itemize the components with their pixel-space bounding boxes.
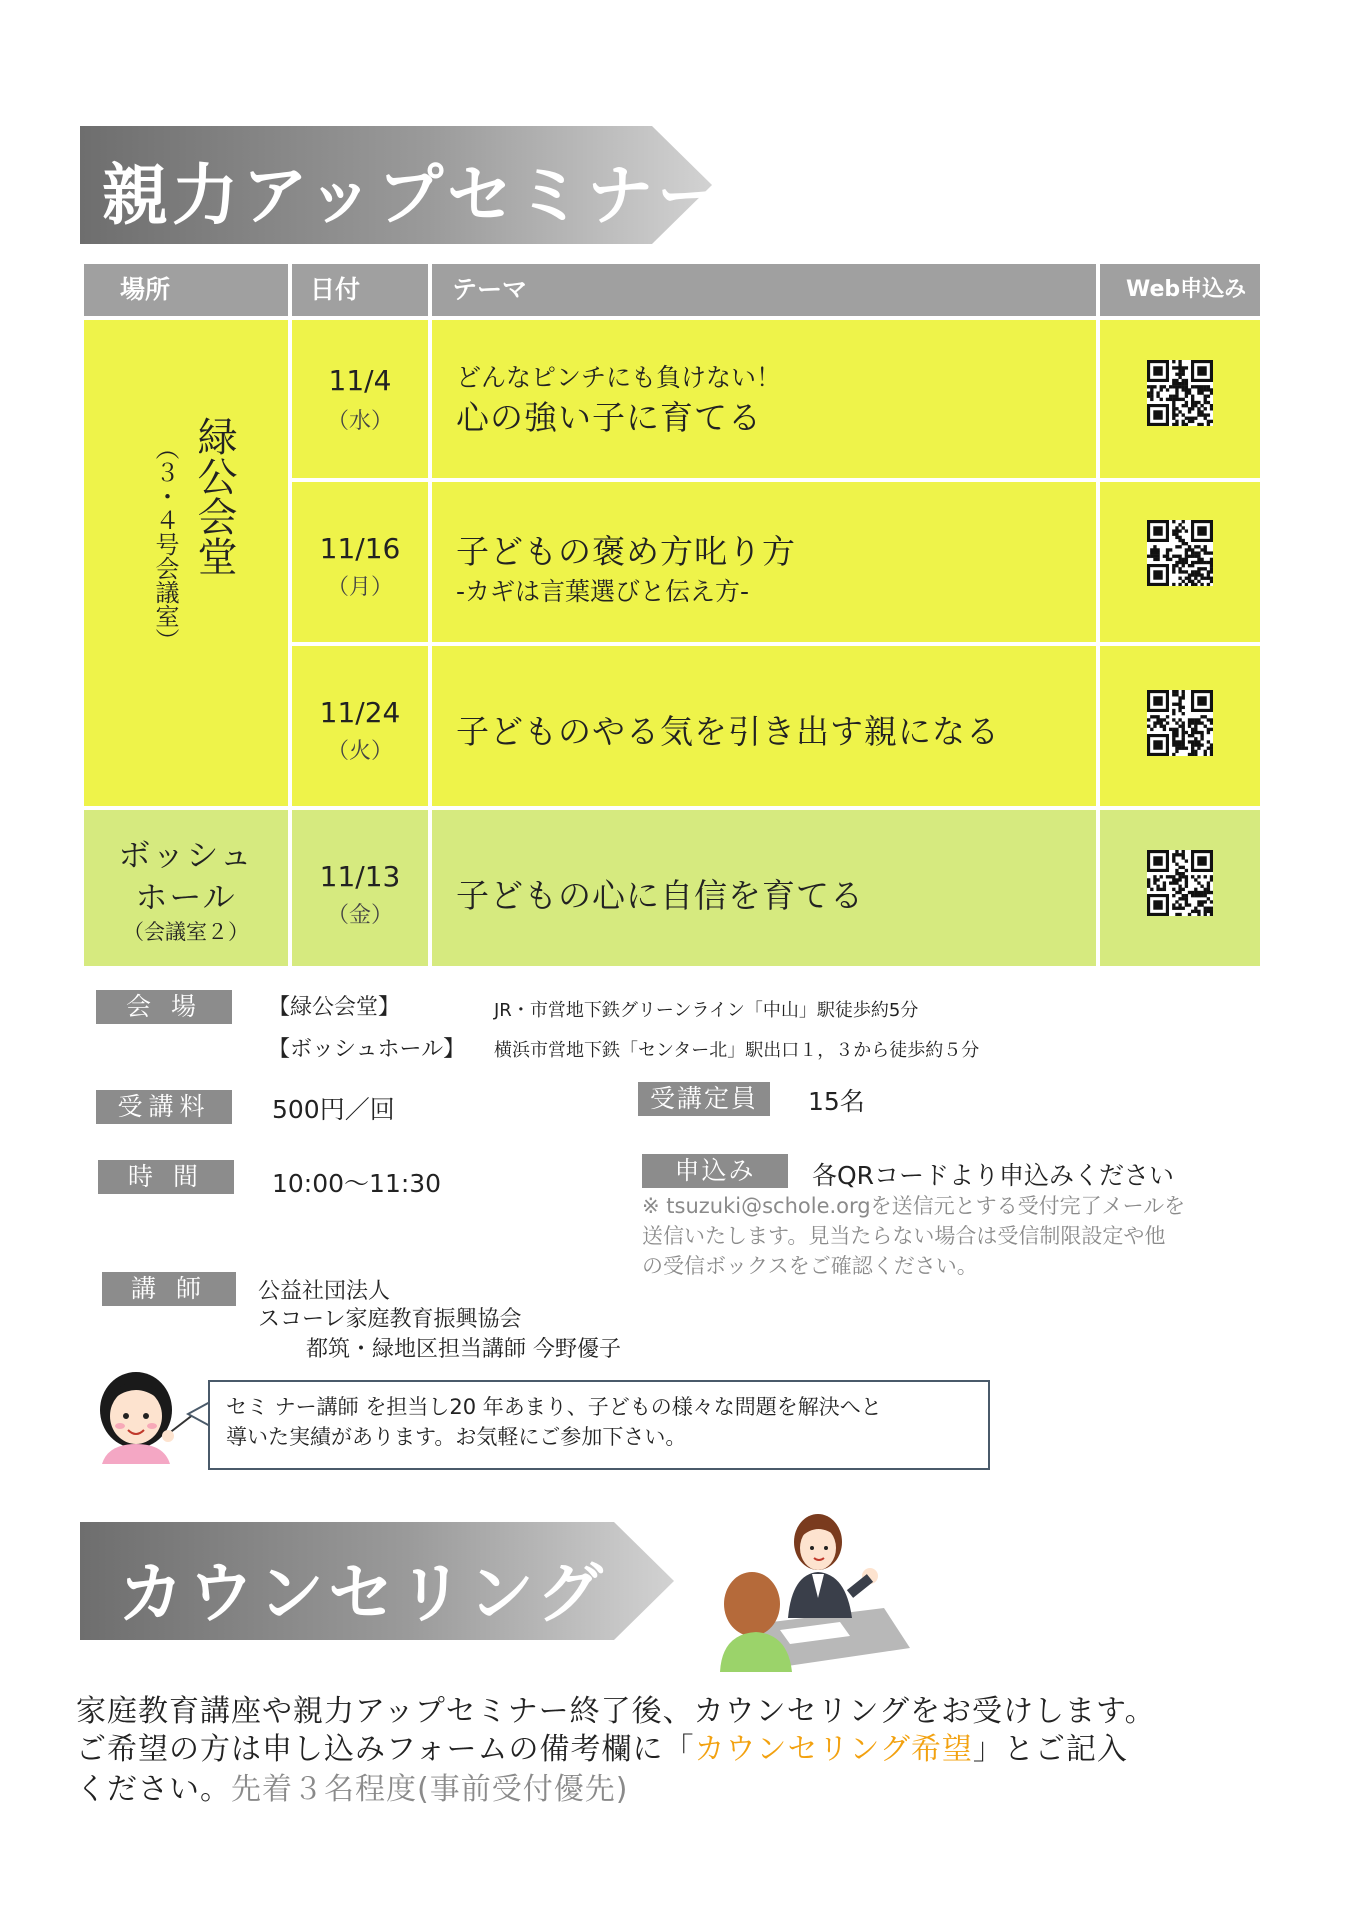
- venue-cell-bosch: [84, 810, 288, 966]
- counseling-line-3a: ください。: [76, 1772, 231, 1807]
- date-cell-4: [292, 810, 428, 966]
- apply-note-1: ※ tsuzuki@schole.orgを送信元とする受付完了メールを: [642, 1194, 1186, 1218]
- dow-1: （水）: [326, 409, 393, 434]
- header-theme: テーマ: [432, 264, 1096, 316]
- lecturer-label: 講 師: [102, 1272, 236, 1306]
- date-4: 11/13: [319, 860, 401, 893]
- theme-cell-4: [432, 810, 1096, 966]
- qr-code-icon[interactable]: [1147, 850, 1213, 916]
- qr-cell-3: [1100, 646, 1260, 806]
- venue1-name: 【緑公会堂】: [268, 995, 401, 1020]
- theme-cell-1: [432, 320, 1096, 478]
- date-cell-2: [292, 482, 428, 642]
- lecturer-name: 都筑・緑地区担当講師 今野優子: [306, 1337, 621, 1362]
- lecturer-org-1: 公益社団法人: [258, 1279, 391, 1304]
- apply-label: 申込み: [642, 1154, 788, 1188]
- counseling-highlight: カウンセリング希望: [694, 1732, 973, 1767]
- apply-note-3: の受信ボックスをご確認ください。: [642, 1254, 978, 1278]
- apply-value: 各QRコードより申込みください: [812, 1161, 1175, 1190]
- theme-4: 子どもの心に自信を育てる: [456, 876, 864, 915]
- counseling-line-1: 家庭教育講座や親力アップセミナー終了後、カウンセリングをお受けします。: [76, 1694, 1156, 1729]
- header-date: 日付: [292, 264, 428, 316]
- theme-cell-3: [432, 646, 1096, 806]
- bubble-line-1: セミ ナー講師 を担当し20 年あまり、子どもの様々な問題を解決へと: [226, 1395, 882, 1419]
- theme-2: 子どもの褒め方叱り方: [456, 532, 796, 571]
- fee-value: 500円／回: [272, 1095, 395, 1124]
- counseling-note: 先着３名程度(事前受付優先): [231, 1772, 629, 1807]
- seminar-title: 親力アップセミナー: [102, 157, 727, 234]
- time-label: 時 間: [98, 1160, 234, 1194]
- venue-room-bosch: （会議室２）: [123, 920, 249, 944]
- time-value: 10:00〜11:30: [272, 1169, 442, 1198]
- counseling-line-3: [76, 1764, 628, 1808]
- apply-note-2: 送信いたします。見当たらない場合は受信制限設定や他: [642, 1224, 1166, 1248]
- venue1-access: JR・市営地下鉄グリーンライン「中山」駅徒歩約5分: [494, 1000, 919, 1021]
- venue-name-midori: 緑公会堂: [191, 416, 237, 576]
- theme-cell-2: [432, 482, 1096, 642]
- venue2-access: 横浜市営地下鉄「センター北」駅出口１，３から徒歩約５分: [494, 1040, 980, 1061]
- bubble-line-2: 導いた実績があります。お気軽にご参加下さい。: [226, 1425, 687, 1449]
- date-2: 11/16: [319, 532, 401, 565]
- lecturer-org-2: スコーレ家庭教育振興協会: [258, 1307, 522, 1332]
- venue2-name: 【ボッシュホール】: [268, 1037, 466, 1062]
- qr-code-icon[interactable]: [1147, 360, 1213, 426]
- date-1: 11/4: [328, 364, 392, 397]
- counseling-title: カウンセリング: [118, 1555, 607, 1632]
- qr-code-icon[interactable]: [1147, 690, 1213, 756]
- venue-name-bosch-2: ホール: [135, 878, 237, 916]
- venue-cell-midori: [84, 320, 288, 806]
- theme-sub-2: -カギは言葉選びと伝え方-: [456, 577, 750, 606]
- qr-cell-2: [1100, 482, 1260, 642]
- theme-1: 心の強い子に育てる: [456, 398, 762, 437]
- venue-label: 会 場: [96, 990, 232, 1024]
- header-place: 場所: [84, 264, 288, 316]
- date-3: 11/24: [319, 696, 401, 729]
- dow-2: （月）: [326, 575, 393, 600]
- counseling-line-2b: 」とご記入: [972, 1732, 1128, 1767]
- lecturer-message: [208, 1380, 990, 1470]
- dow-4: （金）: [326, 903, 393, 928]
- lecturer-illustration: [88, 1364, 200, 1464]
- venue-name-bosch-1: ボッシュ: [118, 836, 254, 874]
- capacity-label: 受講定員: [638, 1082, 770, 1116]
- date-cell-3: [292, 646, 428, 806]
- capacity-value: 15名: [808, 1087, 865, 1116]
- header-web: Web申込み: [1100, 264, 1260, 316]
- qr-cell-1: [1100, 320, 1260, 478]
- qr-code-icon[interactable]: [1147, 520, 1213, 586]
- venue-room-midori: （３・４号会議室）: [151, 436, 179, 652]
- qr-cell-4: [1100, 810, 1260, 966]
- fee-label: 受講料: [96, 1090, 232, 1124]
- counseling-line-2: [76, 1724, 1128, 1768]
- counseling-illustration: [700, 1498, 920, 1672]
- theme-3: 子どものやる気を引き出す親になる: [456, 712, 1000, 751]
- counseling-line-2a: ご希望の方は申し込みフォームの備考欄に「: [76, 1732, 695, 1767]
- date-cell-1: [292, 320, 428, 478]
- dow-3: （火）: [326, 739, 393, 764]
- theme-sub-1: どんなピンチにも負けない！: [456, 363, 782, 392]
